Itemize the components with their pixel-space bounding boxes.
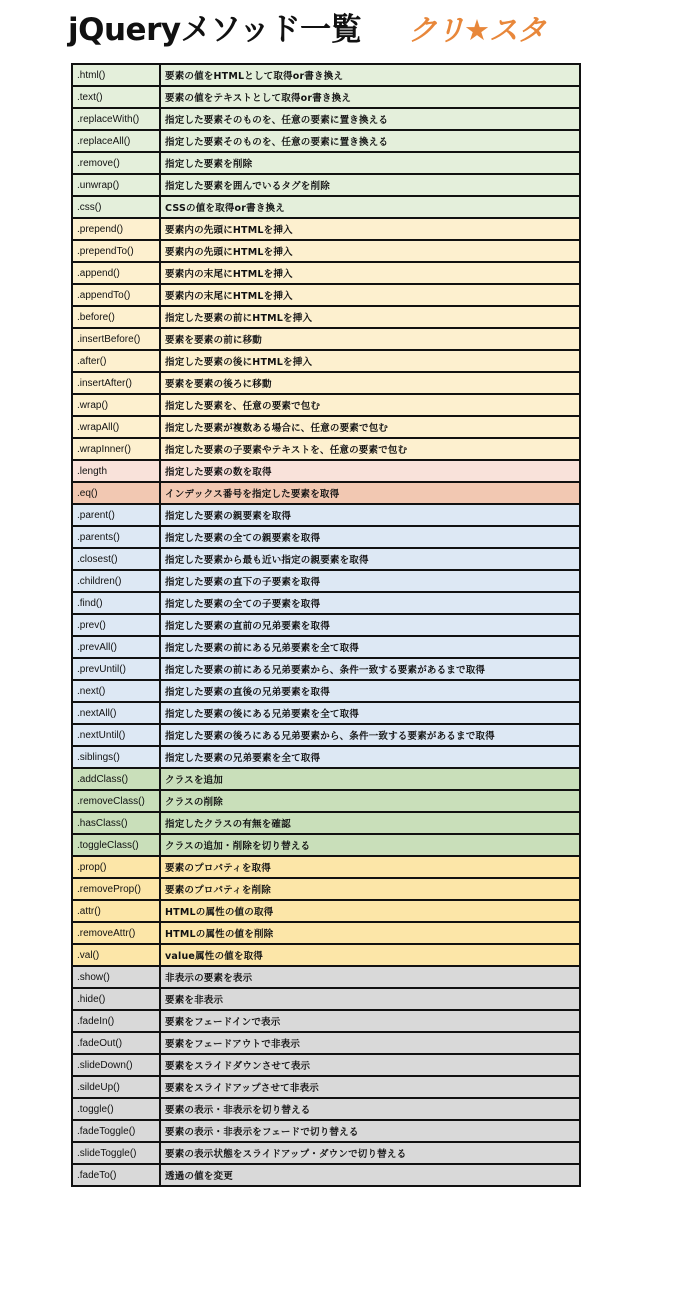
method-cell: .find() [72,592,160,614]
table-row [72,790,580,812]
description-cell: 透過の値を変更 [160,1164,580,1186]
table-row [72,240,580,262]
method-cell: .wrapAll() [72,416,160,438]
description-cell: 指定した要素を削除 [160,152,580,174]
table-row [72,856,580,878]
method-cell: .insertBefore() [72,328,160,350]
page-title: jQueryメソッド一覧 [68,12,362,48]
table-row [72,1164,580,1186]
method-cell: .html() [72,64,160,86]
description-cell: 指定した要素の数を取得 [160,460,580,482]
table-row [72,548,580,570]
table-row [72,460,580,482]
logo-text: クリ★スタ [408,13,545,47]
description-cell: 指定した要素が複数ある場合に、任意の要素で包む [160,416,580,438]
method-cell: .prev() [72,614,160,636]
table-row [72,878,580,900]
header [0,0,694,60]
method-cell: .prependTo() [72,240,160,262]
description-cell: 指定した要素の前にある兄弟要素を全て取得 [160,636,580,658]
table-row [72,504,580,526]
method-cell: .slideDown() [72,1054,160,1076]
method-cell: .removeAttr() [72,922,160,944]
description-cell: 要素の表示・非表示をフェードで切り替える [160,1120,580,1142]
description-cell: 指定した要素の前にHTMLを挿入 [160,306,580,328]
logo [408,8,545,47]
method-cell: .appendTo() [72,284,160,306]
description-cell: 指定した要素の兄弟要素を全て取得 [160,746,580,768]
method-cell: .prop() [72,856,160,878]
table-row [72,350,580,372]
method-cell: .children() [72,570,160,592]
method-cell: .hide() [72,988,160,1010]
table-row [72,526,580,548]
description-cell: 要素内の先頭にHTMLを挿入 [160,240,580,262]
method-table [71,63,581,1187]
table-row [72,966,580,988]
description-cell: 要素を要素の前に移動 [160,328,580,350]
table-row [72,724,580,746]
description-cell: 要素内の末尾にHTMLを挿入 [160,262,580,284]
method-cell: .toggle() [72,1098,160,1120]
method-cell: .removeProp() [72,878,160,900]
method-cell: .parent() [72,504,160,526]
table-row [72,1010,580,1032]
description-cell: 要素をフェードインで表示 [160,1010,580,1032]
method-cell: .text() [72,86,160,108]
description-cell: value属性の値を取得 [160,944,580,966]
method-cell: .removeClass() [72,790,160,812]
method-cell: .after() [72,350,160,372]
table-row [72,438,580,460]
table-row [72,636,580,658]
table-row [72,922,580,944]
method-cell: .css() [72,196,160,218]
table-row [72,680,580,702]
table-row [72,614,580,636]
method-cell: .before() [72,306,160,328]
table-row [72,1054,580,1076]
method-cell: .replaceAll() [72,130,160,152]
table-row [72,108,580,130]
method-cell: .append() [72,262,160,284]
method-cell: .sildeUp() [72,1076,160,1098]
method-cell: .val() [72,944,160,966]
method-cell: .fadeOut() [72,1032,160,1054]
description-cell: 指定した要素の子要素やテキストを、任意の要素で包む [160,438,580,460]
method-cell: .unwrap() [72,174,160,196]
table-row [72,1120,580,1142]
description-cell: 指定した要素の全ての子要素を取得 [160,592,580,614]
method-cell: .next() [72,680,160,702]
method-cell: .toggleClass() [72,834,160,856]
method-cell: .attr() [72,900,160,922]
table-row [72,900,580,922]
table-row [72,262,580,284]
method-cell: .prevAll() [72,636,160,658]
description-cell: 指定した要素を囲んでいるタグを削除 [160,174,580,196]
description-cell: 指定した要素の直後の兄弟要素を取得 [160,680,580,702]
method-cell: .siblings() [72,746,160,768]
description-cell: 要素をスライドアップさせて非表示 [160,1076,580,1098]
method-cell: .remove() [72,152,160,174]
method-cell: .fadeToggle() [72,1120,160,1142]
table-row [72,812,580,834]
description-cell: 指定した要素そのものを、任意の要素に置き換える [160,130,580,152]
table-row [72,1076,580,1098]
method-cell: .closest() [72,548,160,570]
table-row [72,570,580,592]
description-cell: 指定した要素の後にHTMLを挿入 [160,350,580,372]
method-cell: .addClass() [72,768,160,790]
method-cell: .wrapInner() [72,438,160,460]
table-row [72,86,580,108]
table-row [72,658,580,680]
description-cell: 要素のプロパティを削除 [160,878,580,900]
table-row [72,702,580,724]
method-cell: .insertAfter() [72,372,160,394]
table-row [72,988,580,1010]
table-row [72,1142,580,1164]
method-cell: .nextAll() [72,702,160,724]
method-cell: .hasClass() [72,812,160,834]
description-cell: 要素をフェードアウトで非表示 [160,1032,580,1054]
table-row [72,746,580,768]
method-cell: .nextUntil() [72,724,160,746]
description-cell: 指定した要素の後ろにある兄弟要素から、条件一致する要素があるまで取得 [160,724,580,746]
table-row [72,944,580,966]
description-cell: 指定した要素の直下の子要素を取得 [160,570,580,592]
table-row [72,196,580,218]
table-row [72,482,580,504]
description-cell: 要素をスライドダウンさせて表示 [160,1054,580,1076]
description-cell: 要素を要素の後ろに移動 [160,372,580,394]
description-cell: 要素内の先頭にHTMLを挿入 [160,218,580,240]
table-row [72,218,580,240]
table-row [72,152,580,174]
description-cell: 指定した要素の後にある兄弟要素を全て取得 [160,702,580,724]
description-cell: 指定した要素の直前の兄弟要素を取得 [160,614,580,636]
description-cell: 指定した要素を、任意の要素で包む [160,394,580,416]
table-row [72,328,580,350]
description-cell: クラスを追加 [160,768,580,790]
description-cell: 要素の表示状態をスライドアップ・ダウンで切り替える [160,1142,580,1164]
table-row [72,394,580,416]
description-cell: 要素の値をテキストとして取得or書き換え [160,86,580,108]
method-cell: .slideToggle() [72,1142,160,1164]
description-cell: クラスの削除 [160,790,580,812]
table-row [72,284,580,306]
description-cell: クラスの追加・削除を切り替える [160,834,580,856]
method-cell: .eq() [72,482,160,504]
table-row [72,306,580,328]
table-row [72,834,580,856]
description-cell: HTMLの属性の値を削除 [160,922,580,944]
description-cell: 指定した要素そのものを、任意の要素に置き換える [160,108,580,130]
description-cell: 非表示の要素を表示 [160,966,580,988]
description-cell: 要素の値をHTMLとして取得or書き換え [160,64,580,86]
method-cell: .parents() [72,526,160,548]
description-cell: インデックス番号を指定した要素を取得 [160,482,580,504]
description-cell: HTMLの属性の値の取得 [160,900,580,922]
description-cell: 指定した要素の親要素を取得 [160,504,580,526]
description-cell: 要素のプロパティを取得 [160,856,580,878]
table-row [72,1098,580,1120]
method-cell: .prepend() [72,218,160,240]
table-row [72,130,580,152]
table-row [72,768,580,790]
description-cell: 要素を非表示 [160,988,580,1010]
method-cell: .length [72,460,160,482]
method-cell: .show() [72,966,160,988]
description-cell: 指定したクラスの有無を確認 [160,812,580,834]
table-row [72,1032,580,1054]
table-row [72,416,580,438]
table-row [72,64,580,86]
method-table-body [72,64,580,1186]
table-row [72,592,580,614]
description-cell: 要素の表示・非表示を切り替える [160,1098,580,1120]
description-cell: 指定した要素から最も近い指定の親要素を取得 [160,548,580,570]
table-row [72,174,580,196]
method-cell: .fadeTo() [72,1164,160,1186]
method-cell: .prevUntil() [72,658,160,680]
description-cell: 指定した要素の全ての親要素を取得 [160,526,580,548]
description-cell: 要素内の末尾にHTMLを挿入 [160,284,580,306]
method-cell: .replaceWith() [72,108,160,130]
description-cell: CSSの値を取得or書き換え [160,196,580,218]
method-cell: .fadeIn() [72,1010,160,1032]
method-cell: .wrap() [72,394,160,416]
table-row [72,372,580,394]
description-cell: 指定した要素の前にある兄弟要素から、条件一致する要素があるまで取得 [160,658,580,680]
